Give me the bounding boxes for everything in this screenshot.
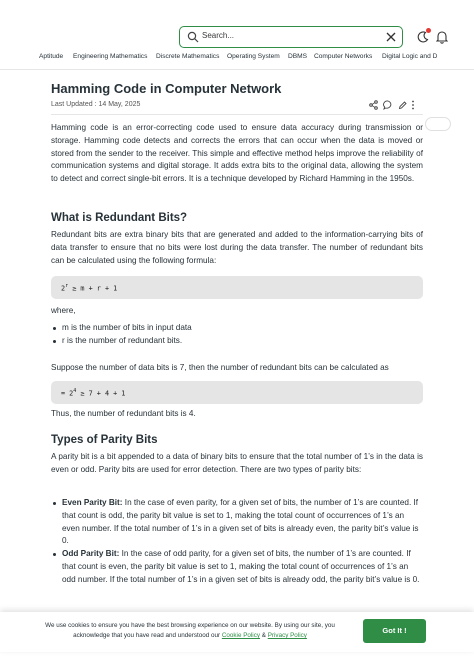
cookie-message: We use cookies to ensure you have the best browsing experience on our website. By using our site, you acknowledge that you have read and understood our	[45, 622, 335, 639]
redundant-paragraph: Redundant bits are extra binary bits that are generated and added to the information-carrying bits of data transfer to ensure that no bits were lost during the data transfer. The number of redundant bits can be calculated using the following formula:	[51, 230, 423, 265]
cookie-text	[40, 621, 340, 641]
cookie-banner	[0, 612, 474, 652]
more-icon[interactable]	[411, 100, 415, 110]
list-item: r is the number of redundant bits.	[51, 335, 423, 348]
page-title: Hamming Code in Computer Network	[51, 81, 282, 96]
heading-redundant-bits: What is Redundant Bits?	[51, 212, 188, 224]
formula-block	[51, 276, 423, 299]
thus-paragraph: Thus, the number of redundant bits is 4.	[51, 409, 196, 418]
formula-base: 2	[61, 284, 66, 293]
last-updated: Last Updated : 14 May, 2025	[51, 101, 141, 108]
search-input[interactable]: Search...	[202, 31, 235, 40]
notification-dot	[426, 28, 431, 33]
calc-exponent: 4	[73, 388, 77, 394]
odd-parity-label: Odd Parity Bit:	[62, 549, 120, 559]
calc-rest: ≥ 7 + 4 + 1	[76, 389, 126, 398]
cookie-amp: &	[261, 632, 266, 639]
odd-parity-text: In the case of odd parity, for a given set of bits, the number of 1’s are counted. If that count is even, the parity bit value is set to 1, making the total count of occurrences of 1’s an odd number. If the total number of 1’s in a given set of bits is already odd, the parity bit’s value is 0.	[62, 549, 420, 584]
list-item-odd-parity	[51, 548, 423, 586]
nav-item-digital-logic[interactable]: Digital Logic and D	[382, 53, 438, 60]
even-parity-text: In the case of even parity, for a given set of bits, the number of 1’s are counted. If that count is odd, the parity bit value is set to 1, making the total count of occurrences of 1’s an even number. If the total number of 1’s in a given set of bits is already even, the parity bit’s value is 0.	[62, 498, 419, 546]
side-toggle[interactable]	[425, 117, 451, 131]
nav-item-operating-system[interactable]: Operating System	[227, 53, 280, 60]
got-it-button[interactable]: Got It !	[363, 619, 426, 643]
header-divider	[51, 114, 423, 115]
cookie-policy-link[interactable]: Cookie Policy	[221, 632, 261, 639]
nav-item-computer-networks[interactable]: Computer Networks	[314, 53, 373, 60]
close-icon[interactable]	[384, 30, 398, 44]
even-parity-label: Even Parity Bit:	[62, 498, 123, 507]
heading-parity-bits: Types of Parity Bits	[51, 434, 158, 446]
comment-icon[interactable]	[383, 100, 393, 110]
where-label: where,	[51, 306, 76, 315]
category-nav	[0, 50, 474, 70]
where-list	[51, 322, 423, 348]
intro-paragraph: Hamming code is an error-correcting code used to ensure data accuracy during transmission or storage. Hamming code detects and corrects the errors that can occur when the data is moved or stored from the sender to the receiver. This simple and effective method helps improve the reliability of communication systems and digital storage. It adds extra bits to the original data, allowing the system to detect and correct single-bit errors. It is a technique developed by Richard Hamming in the 1950s.	[51, 123, 423, 184]
list-item-even-parity	[51, 497, 423, 548]
nav-item-engineering-mathematics[interactable]: Engineering Mathematics	[73, 53, 148, 60]
nav-item-dbms[interactable]: DBMS	[288, 53, 308, 60]
nav-item-aptitude[interactable]: Aptitude	[39, 53, 64, 60]
search-icon	[187, 31, 199, 43]
formula-exponent: r	[65, 283, 69, 289]
formula-rest: ≥ m + r + 1	[68, 284, 118, 293]
parity-list	[51, 497, 423, 587]
suppose-paragraph: Suppose the number of data bits is 7, then the number of redundant bits can be calculated as	[51, 363, 389, 372]
calc-prefix: = 2	[61, 389, 74, 398]
search-box[interactable]	[179, 26, 403, 48]
share-icon[interactable]	[369, 100, 378, 110]
bell-icon[interactable]	[436, 30, 448, 44]
calc-block	[51, 381, 423, 404]
parity-paragraph: A parity bit is a bit appended to a data of binary bits to ensure that the total number of 1’s in the data is even or odd. Parity bits are used for error detection. There are two types of parity bits:	[51, 452, 423, 474]
privacy-policy-link[interactable]: Privacy Policy	[267, 632, 307, 639]
list-item: m is the number of bits in input data	[51, 322, 423, 335]
edit-icon[interactable]	[398, 100, 407, 110]
top-bar	[0, 20, 474, 50]
nav-item-discrete-mathematics[interactable]: Discrete Mathematics	[156, 53, 220, 60]
